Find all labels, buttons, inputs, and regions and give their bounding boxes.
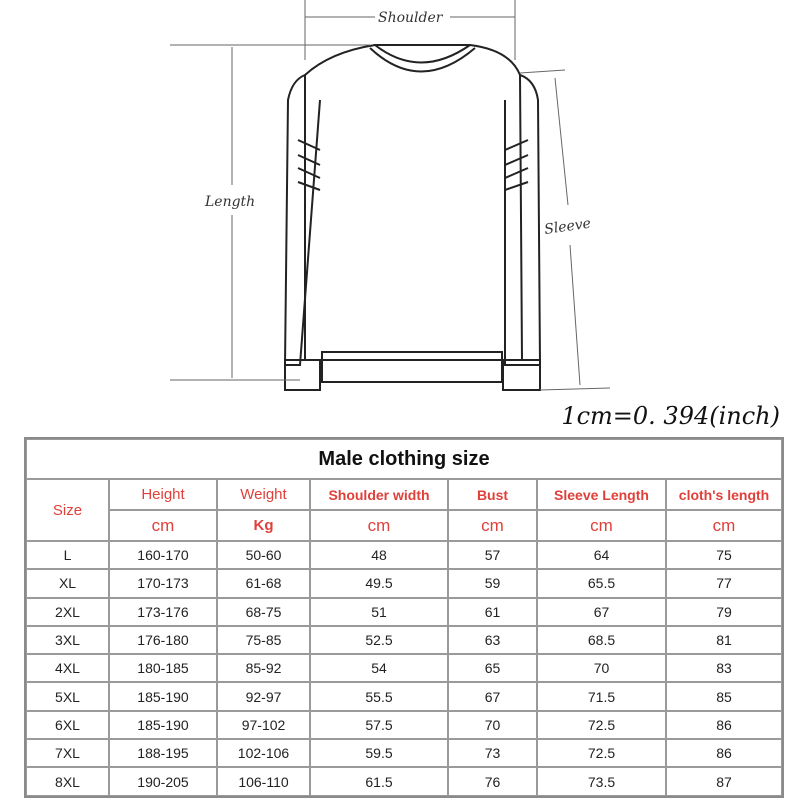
table-cell: 160-170 — [109, 541, 217, 569]
table-cell: 92-97 — [217, 682, 310, 710]
header-sleeve-length: Sleeve Length — [537, 479, 666, 510]
table-row — [26, 711, 782, 739]
table-cell: 173-176 — [109, 598, 217, 626]
table-cell: 54 — [310, 654, 448, 682]
unit-sleeve: cm — [537, 510, 666, 541]
table-cell: 106-110 — [217, 767, 310, 795]
table-cell: 71.5 — [537, 682, 666, 710]
table-cell: 76 — [448, 767, 537, 795]
table-cell: 72.5 — [537, 739, 666, 767]
table-cell: L — [26, 541, 109, 569]
table-cell: 57.5 — [310, 711, 448, 739]
table-row — [26, 541, 782, 569]
table-cell: 57 — [448, 541, 537, 569]
table-cell: 85-92 — [217, 654, 310, 682]
table-cell: 7XL — [26, 739, 109, 767]
table-cell: 180-185 — [109, 654, 217, 682]
table-cell: 59.5 — [310, 739, 448, 767]
table-cell: 188-195 — [109, 739, 217, 767]
table-row — [26, 598, 782, 626]
table-cell: 55.5 — [310, 682, 448, 710]
table-cell: 4XL — [26, 654, 109, 682]
unit-shoulder: cm — [310, 510, 448, 541]
table-cell: 85 — [666, 682, 782, 710]
table-cell: 67 — [537, 598, 666, 626]
table-cell: 48 — [310, 541, 448, 569]
shoulder-label: Shoulder — [378, 10, 443, 26]
table-cell: 86 — [666, 739, 782, 767]
table-cell: 190-205 — [109, 767, 217, 795]
table-cell: 68-75 — [217, 598, 310, 626]
table-cell: 50-60 — [217, 541, 310, 569]
table-cell: XL — [26, 569, 109, 597]
size-header: Size — [26, 479, 109, 541]
table-cell: 3XL — [26, 626, 109, 654]
table-row — [26, 739, 782, 767]
table-cell: 49.5 — [310, 569, 448, 597]
table-cell: 61 — [448, 598, 537, 626]
table-cell: 5XL — [26, 682, 109, 710]
table-row — [26, 682, 782, 710]
table-cell: 75 — [666, 541, 782, 569]
table-cell: 81 — [666, 626, 782, 654]
unit-length: cm — [666, 510, 782, 541]
table-cell: 73.5 — [537, 767, 666, 795]
table-cell: 6XL — [26, 711, 109, 739]
header-cloth-length: cloth's length — [666, 479, 782, 510]
table-cell: 185-190 — [109, 682, 217, 710]
table-cell: 67 — [448, 682, 537, 710]
header-shoulder-width: Shoulder width — [310, 479, 448, 510]
table-row — [26, 626, 782, 654]
header-height: Height — [109, 479, 217, 510]
table-cell: 51 — [310, 598, 448, 626]
header-weight: Weight — [217, 479, 310, 510]
unit-height: cm — [109, 510, 217, 541]
unit-weight: Kg — [217, 510, 310, 541]
unit-bust: cm — [448, 510, 537, 541]
sweater-outline — [285, 45, 540, 390]
table-cell: 65.5 — [537, 569, 666, 597]
table-cell: 65 — [448, 654, 537, 682]
table-cell: 70 — [537, 654, 666, 682]
table-row — [26, 654, 782, 682]
table-cell: 170-173 — [109, 569, 217, 597]
table-row — [26, 569, 782, 597]
table-cell: 8XL — [26, 767, 109, 795]
length-label: Length — [205, 194, 256, 210]
table-cell: 83 — [666, 654, 782, 682]
table-cell: 59 — [448, 569, 537, 597]
table-row — [26, 767, 782, 795]
table-cell: 79 — [666, 598, 782, 626]
table-cell: 102-106 — [217, 739, 310, 767]
table-cell: 97-102 — [217, 711, 310, 739]
table-cell: 61-68 — [217, 569, 310, 597]
table-cell: 73 — [448, 739, 537, 767]
table-cell: 176-180 — [109, 626, 217, 654]
table-cell: 70 — [448, 711, 537, 739]
table-cell: 72.5 — [537, 711, 666, 739]
sleeve-label: Sleeve — [543, 215, 592, 238]
table-cell: 87 — [666, 767, 782, 795]
table-cell: 77 — [666, 569, 782, 597]
table-cell: 86 — [666, 711, 782, 739]
table-cell: 64 — [537, 541, 666, 569]
table-cell: 185-190 — [109, 711, 217, 739]
header-bust: Bust — [448, 479, 537, 510]
table-cell: 75-85 — [217, 626, 310, 654]
table-cell: 2XL — [26, 598, 109, 626]
table-title: Male clothing size — [26, 439, 782, 479]
unit-conversion-note: 1cm=0. 394(inch) — [561, 402, 780, 430]
table-cell: 63 — [448, 626, 537, 654]
table-cell: 68.5 — [537, 626, 666, 654]
table-cell: 61.5 — [310, 767, 448, 795]
size-chart-table — [24, 437, 784, 798]
table-cell: 52.5 — [310, 626, 448, 654]
